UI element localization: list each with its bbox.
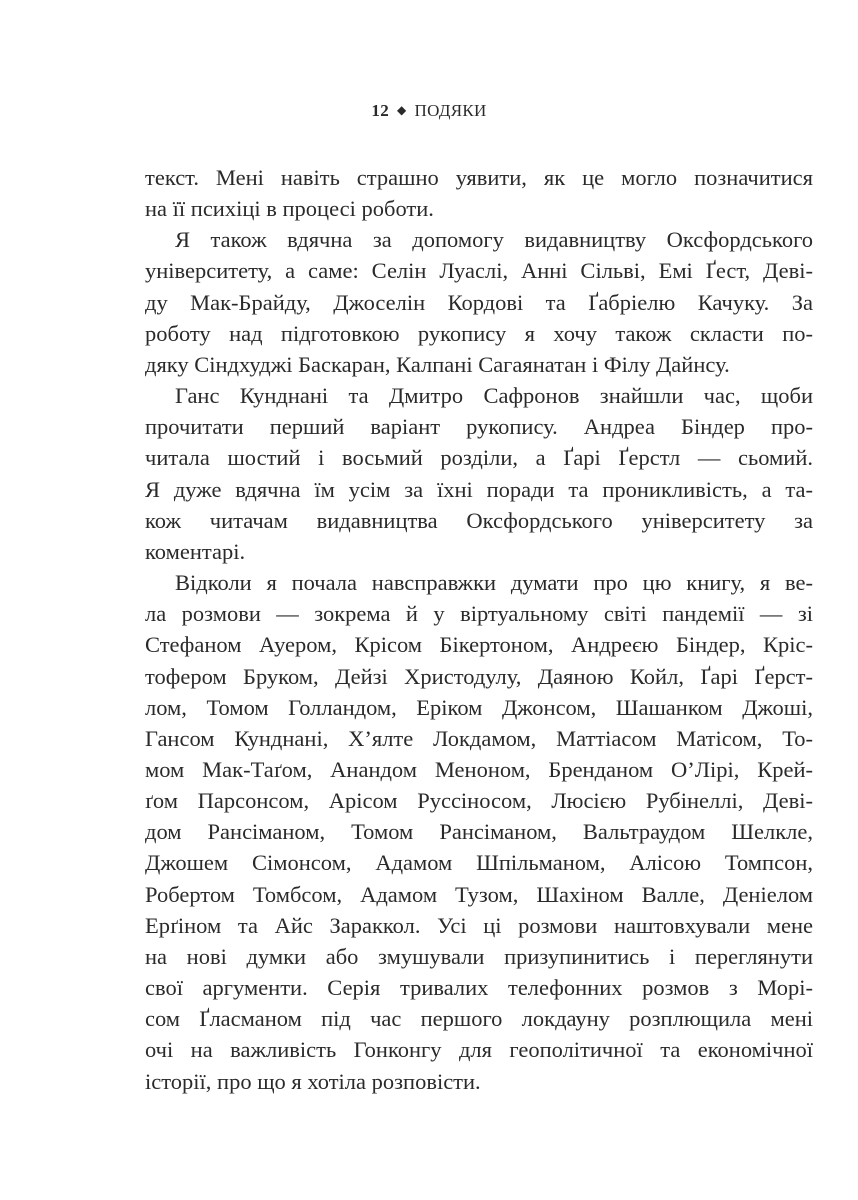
text-line: Я дуже вдячна їм усім за їхні поради та проникливість, а та-: [145, 476, 813, 502]
text-line: свої аргументи. Серія тривалих телефонних розмов з Морі-: [145, 975, 813, 1001]
text-line: Відколи я почала навсправжки думати про цю книгу, я ве-: [175, 570, 813, 596]
section-title: ПОДЯКИ: [414, 101, 487, 120]
paragraph: [145, 224, 813, 380]
text-line: коментарі.: [145, 538, 246, 564]
paragraph: [145, 567, 813, 1097]
text-line: університету, а саме: Селін Луаслі, Анні Сільві, Емі Ґест, Деві-: [145, 258, 813, 284]
text-line: Ерґіном та Айс Зараккол. Усі ці розмови наштовхували мене: [145, 912, 813, 938]
text-line: текст. Мені навіть страшно уявити, як це могло позначитися: [145, 165, 813, 190]
text-line: роботу над підготовкою рукопису я хочу також скласти по-: [145, 320, 813, 346]
text-line: дом Рансіманом, Томом Рансіманом, Вальтраудом Шелкле,: [145, 819, 813, 845]
text-line: історії, про що я хотіла розповісти.: [145, 1068, 481, 1094]
text-line: ґом Парсонсом, Арісом Руссіносом, Люсією Рубінеллі, Деві-: [145, 788, 813, 814]
text-line: сом Ґласманом під час першого локдауну розплющила мені: [145, 1006, 813, 1032]
text-line: Ганс Кунднані та Дмитро Сафронов знайшли час, щоби: [175, 383, 813, 409]
text-line: на нові думки або змушували призупинитись і переглянути: [145, 943, 813, 969]
text-line: на її психіці в процесі роботи.: [145, 196, 434, 222]
paragraph: [145, 380, 813, 567]
text-line: Я також вдячна за допомогу видавництву Оксфордського: [175, 227, 813, 253]
text-line: кож читачам видавництва Оксфордського університету за: [145, 507, 813, 533]
text-line: Гансом Кунднані, Х’ялте Локдамом, Маттіасом Матісом, То-: [145, 725, 813, 751]
text-line: лом, Томом Голландом, Еріком Джонсом, Шашанком Джоші,: [145, 694, 813, 720]
text-line: Джошем Сімонсом, Адамом Шпільманом, Алісою Томпсон,: [145, 850, 813, 876]
paragraph: [145, 162, 813, 224]
running-header: [0, 101, 858, 121]
page-number: 12: [371, 101, 389, 120]
text-line: ду Мак-Брайду, Джоселін Кордові та Ґабріелю Качуку. За: [145, 289, 813, 315]
text-line: ла розмови — зокрема й у віртуальному світі пандемії — зі: [145, 601, 813, 627]
text-line: прочитати перший варіант рукопису. Андреа Біндер про-: [145, 414, 813, 440]
text-line: очі на важливість Гонконгу для геополітичної та економічної: [145, 1037, 813, 1063]
text-line: мом Мак-Таґом, Анандом Меноном, Бренданом О’Лірі, Крей-: [145, 756, 813, 782]
text-line: Стефаном Ауером, Крісом Бікертоном, Андреєю Біндер, Кріс-: [145, 632, 813, 658]
body-text: [145, 162, 813, 1097]
diamond-separator-icon: ◆: [397, 103, 407, 117]
text-line: Робертом Томбсом, Адамом Тузом, Шахіном Валле, Деніелом: [145, 881, 813, 907]
text-line: тофером Бруком, Дейзі Христодулу, Даяною Койл, Ґарі Ґерст-: [145, 663, 813, 689]
text-line: дяку Сіндхуджі Баскаран, Калпані Сагаянатан і Філу Дайнсу.: [145, 351, 730, 377]
text-line: читала шостий і восьмий розділи, а Ґарі Ґерстл — сьомий.: [145, 445, 813, 471]
